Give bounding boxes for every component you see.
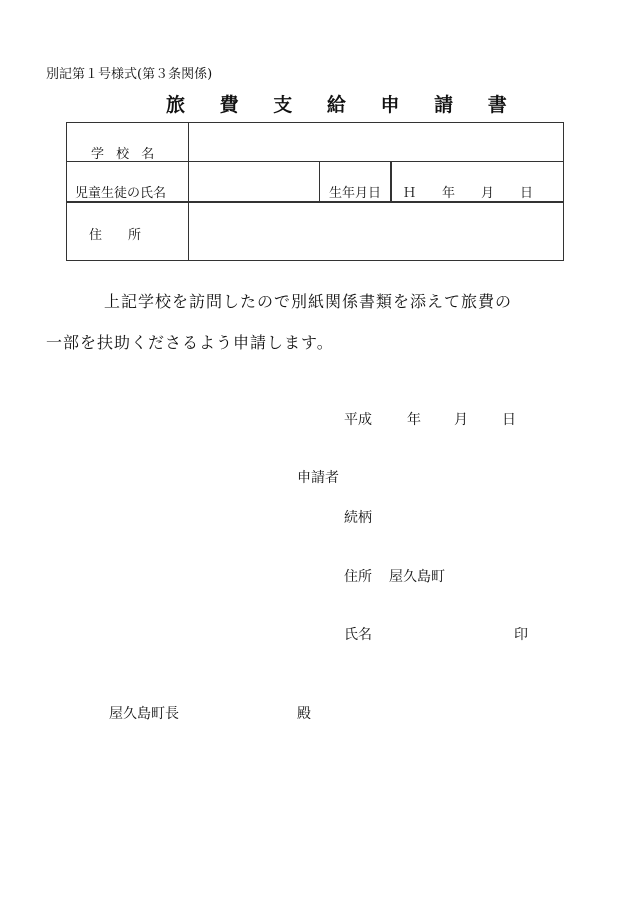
addressee-honorific: 殿 [297, 706, 311, 722]
applicant-label: 申請者 [297, 470, 339, 486]
application-info-table [66, 122, 564, 261]
date-era: 平成 [344, 412, 372, 428]
school-name-label: 学 校 名 [91, 147, 159, 162]
address-field[interactable] [190, 204, 563, 259]
date-year: 年 [407, 412, 421, 428]
row-divider [67, 201, 563, 203]
date-month: 月 [454, 412, 468, 428]
applicant-address-value: 屋久島町 [389, 569, 445, 585]
address-label: 住 所 [89, 228, 142, 243]
relation-label: 続柄 [344, 510, 372, 526]
document-title: 旅 費 支 給 申 請 書 [166, 94, 521, 116]
birth-date-field[interactable]: Ｈ 年 月 日 [403, 186, 534, 201]
student-name-field[interactable] [190, 163, 318, 200]
student-name-label: 児童生徒の氏名 [75, 186, 167, 201]
request-text-line-1: 上記学校を訪問したので別紙関係書類を添えて旅費の [104, 292, 513, 311]
date-day: 日 [502, 412, 516, 428]
mayor-title: 屋久島町長 [109, 706, 179, 722]
column-divider [188, 123, 189, 260]
column-divider [390, 161, 392, 201]
request-text-line-2: 一部を扶助くださるよう申請します。 [46, 333, 334, 352]
school-name-field[interactable] [190, 124, 563, 160]
applicant-address-label: 住所 [344, 569, 372, 585]
applicant-name-label: 氏名 [344, 627, 372, 643]
form-number-label: 別記第１号様式(第３条関係) [46, 67, 213, 82]
birth-date-label: 生年月日 [329, 186, 382, 201]
seal-mark: 印 [514, 627, 528, 643]
column-divider [319, 161, 320, 201]
